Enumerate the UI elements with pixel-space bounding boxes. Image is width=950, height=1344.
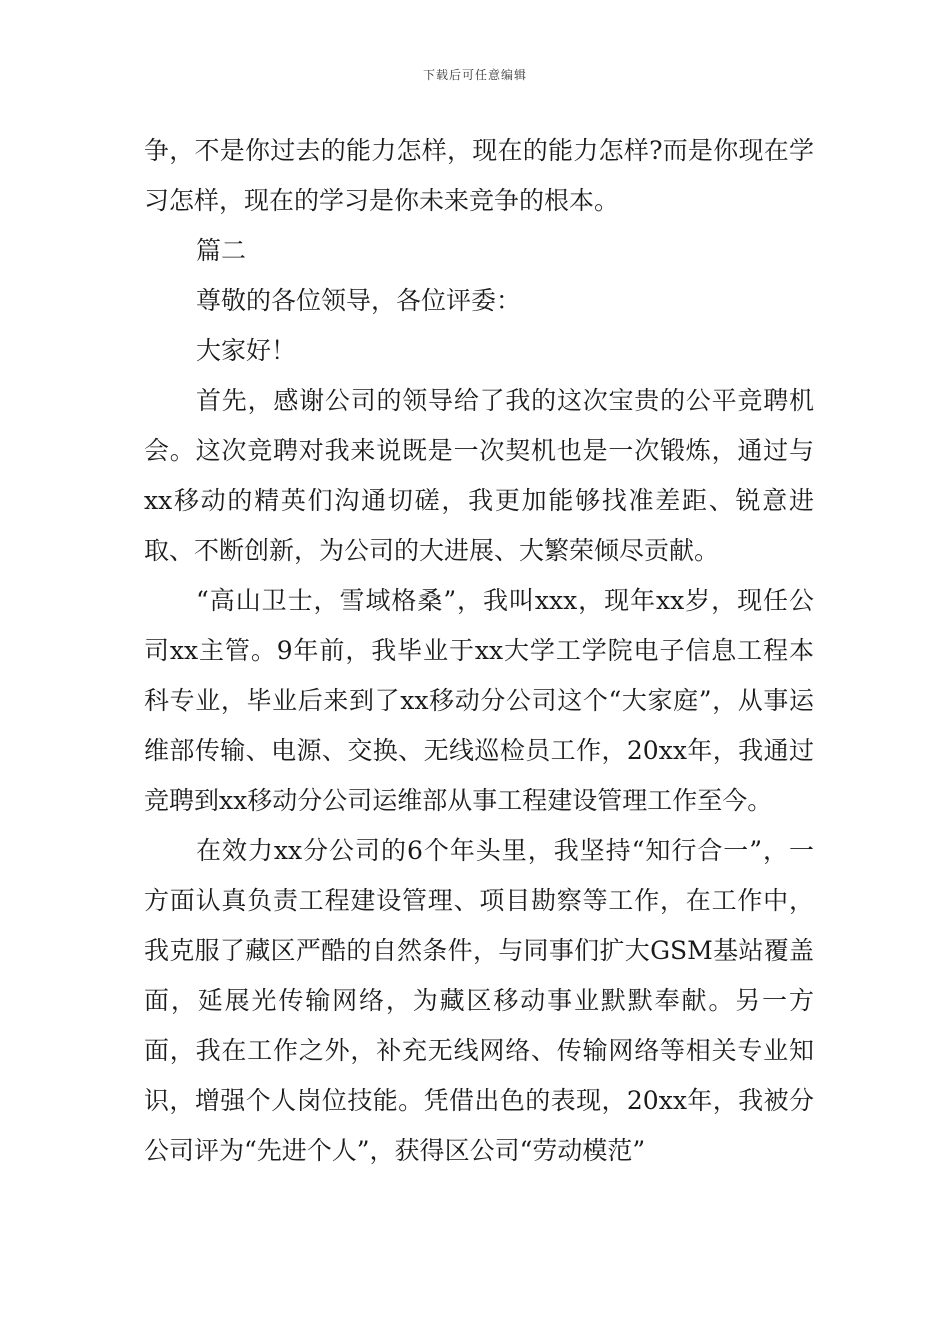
- greeting: 大家好！: [196, 336, 297, 365]
- paragraph-intro: 首先，感谢公司的领导给了我的这次宝贵的公平竞聘机会。这次竞聘对我来说既是一次契机也是一次锻炼，通过与xx移动的精英们沟通切磋，我更加能够找准差距、锐意进取、不断创新，为公司的大进展、大繁荣倾尽贡献。: [144, 386, 814, 565]
- paragraph-self-introduction: “高山卫士，雪域格桑”，我叫xxx，现年xx岁，现任公司xx主管。9年前，我毕业于xx大学工学院电子信息工程本科专业，毕业后来到了xx移动分公司这个“大家庭”，从事运维部传输、电源、交换、无线巡检员工作，20xx年，我通过竞聘到xx移动分公司运维部从事工程建设管理工作至今。: [144, 586, 814, 815]
- document-body: [144, 126, 814, 1176]
- salutation: 尊敬的各位领导，各位评委：: [196, 286, 522, 315]
- paragraph-work-experience: 在效力xx分公司的6个年头里，我坚持“知行合一”，一方面认真负责工程建设管理、项目勘察等工作，在工作中，我克服了藏区严酷的自然条件，与同事们扩大GSM基站覆盖面，延展光传输网络，为藏区移动事业默默奉献。另一方面，我在工作之外，补充无线网络、传输网络等相关专业知识，增强个人岗位技能。凭借出色的表现，20xx年，我被分公司评为“先进个人”，获得区公司“劳动模范”: [144, 836, 814, 1165]
- section-heading: 篇二: [196, 236, 247, 265]
- page-header: 下载后可任意编辑: [422, 68, 527, 82]
- paragraph-continuation: 争，不是你过去的能力怎样，现在的能力怎样?而是你现在学习怎样，现在的学习是你未来竞争的根本。: [144, 136, 814, 215]
